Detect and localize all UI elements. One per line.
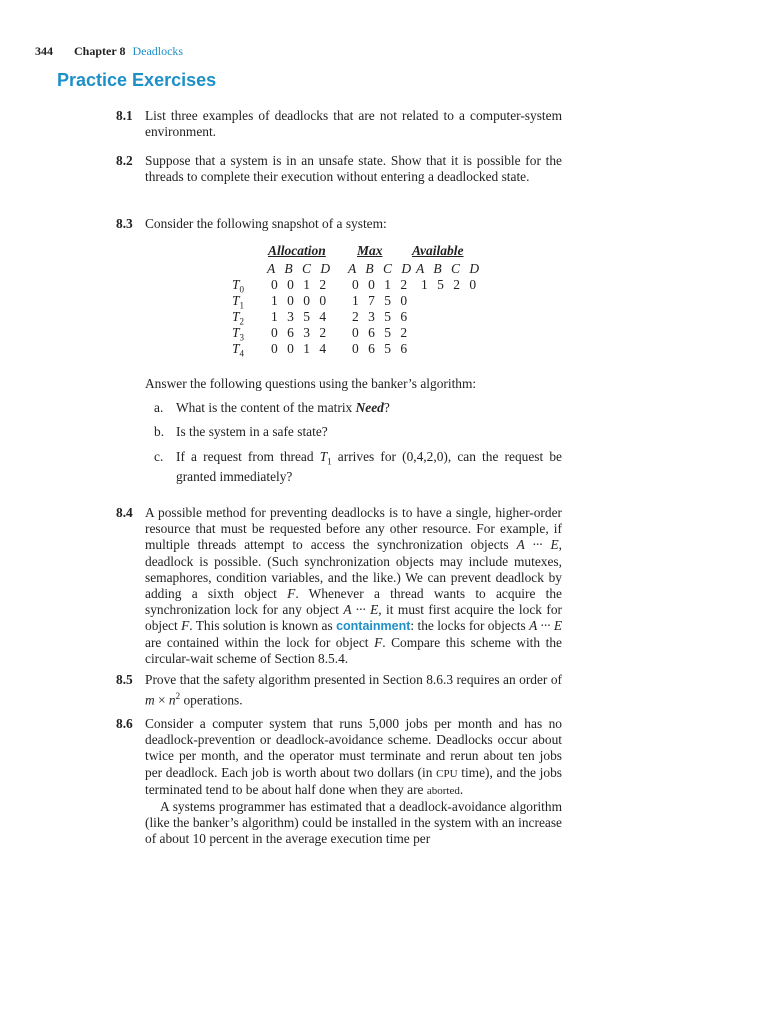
exercise-text: Consider a computer system that runs 5,000 jobs per month and has no deadlock-prevention or deadlock-avoidance scheme. Deadlocks occur about twice per month, and the operator must terminate and rerun about ten jobs per deadlock. Each job is worth about two dollars (in CPU time), and the jobs terminated tend to be about half done when they are aborted.	[145, 716, 562, 797]
exercise-number: 8.5	[116, 672, 133, 687]
cols-max: A B C D	[348, 261, 415, 276]
containment-keyword: containment	[336, 619, 411, 634]
row-label: $T_4$	[232, 341, 245, 359]
exercise-8-6	[116, 716, 562, 848]
exercise-intro: Consider the following snapshot of a system:	[145, 216, 387, 231]
page-number: 344	[35, 44, 53, 58]
exercise-number: 8.6	[116, 716, 133, 731]
exercise-8-5	[116, 672, 562, 709]
section-title: Practice Exercises	[57, 70, 217, 90]
question-b: b. Is the system in a safe state?	[154, 424, 328, 440]
question-c: c. If a request from thread $T_1$ arrives for (0,4,2,0), can the request be granted immediately?	[154, 448, 562, 485]
exercise-number: 8.2	[116, 153, 133, 168]
exercise-number: 8.1	[116, 108, 133, 123]
exercise-text: Suppose that a system is in an unsafe state. Show that it is possible for the threads to complete their execution without entering a deadlocked state.	[145, 153, 562, 185]
exercise-8-1	[116, 108, 562, 140]
row-label: $T_3$	[232, 325, 245, 343]
row-label: $T_1$	[232, 293, 245, 311]
max-value: 0 0 1 2	[352, 277, 411, 292]
cols-available: A B C D	[416, 261, 483, 276]
row-label: $T_0$	[232, 277, 245, 295]
exercise-number: 8.3	[116, 216, 133, 231]
max-value: 1 7 5 0	[352, 293, 411, 308]
allocation-value: 0 6 3 2	[271, 325, 330, 340]
exercise-text: A possible method for preventing deadlocks is to have a single, higher-order resource that must be requested before any other resource. For example, if multiple threads attempt to access the synchronization objects A ··· E, deadlock is possible. (Such synchronization objects may include mutexes, semaphores, condition variables, and the like.) We can prevent deadlock by adding a sixth object F. Whenever a thread wants to acquire the synchronization lock for any object A ··· E, it must first acquire the lock for object F. This solution is known as containment: the locks for objects A ··· E are contained within the lock for object F. Compare this scheme with the circular-wait scheme of Section 8.5.4.	[145, 505, 562, 666]
exercise-8-4	[116, 505, 562, 667]
allocation-value: 0 0 1 2	[271, 277, 330, 292]
exercise-text-paragraph-2: A systems programmer has estimated that a deadlock-avoidance algorithm (like the banker’s algorithm) could be installed in the system with an increase of about 10 percent in the average execution time per	[145, 799, 562, 847]
exercise-number: 8.4	[116, 505, 133, 520]
questions-lead: Answer the following questions using the banker’s algorithm:	[145, 376, 477, 391]
exercise-8-3-questions	[116, 376, 562, 494]
exercise-text: Prove that the safety algorithm presented in Section 8.6.3 requires an order of $m \times n^2$ operations.	[145, 672, 562, 708]
exercise-text: List three examples of deadlocks that are not related to a computer-system environment.	[145, 108, 562, 140]
max-value: 0 6 5 6	[352, 341, 411, 356]
header-allocation: Allocation	[268, 243, 326, 258]
header-available: Available	[412, 243, 464, 258]
exercise-8-3	[116, 216, 562, 232]
header-max: Max	[357, 243, 383, 258]
question-a: a. What is the content of the matrix Need?	[154, 400, 390, 416]
chapter-title: Deadlocks	[132, 44, 184, 58]
allocation-value: 1 0 0 0	[271, 293, 330, 308]
available-value: 1 5 2 0	[421, 277, 480, 292]
max-value: 2 3 5 6	[352, 309, 411, 324]
chapter-label: Chapter 8	[74, 44, 126, 58]
allocation-value: 0 0 1 4	[271, 341, 330, 356]
exercise-8-2	[116, 153, 562, 185]
allocation-value: 1 3 5 4	[271, 309, 330, 324]
system-snapshot-table	[232, 243, 492, 358]
running-head	[35, 44, 183, 59]
row-label: $T_2$	[232, 309, 245, 327]
max-value: 0 6 5 2	[352, 325, 411, 340]
cols-allocation: A B C D	[267, 261, 334, 276]
